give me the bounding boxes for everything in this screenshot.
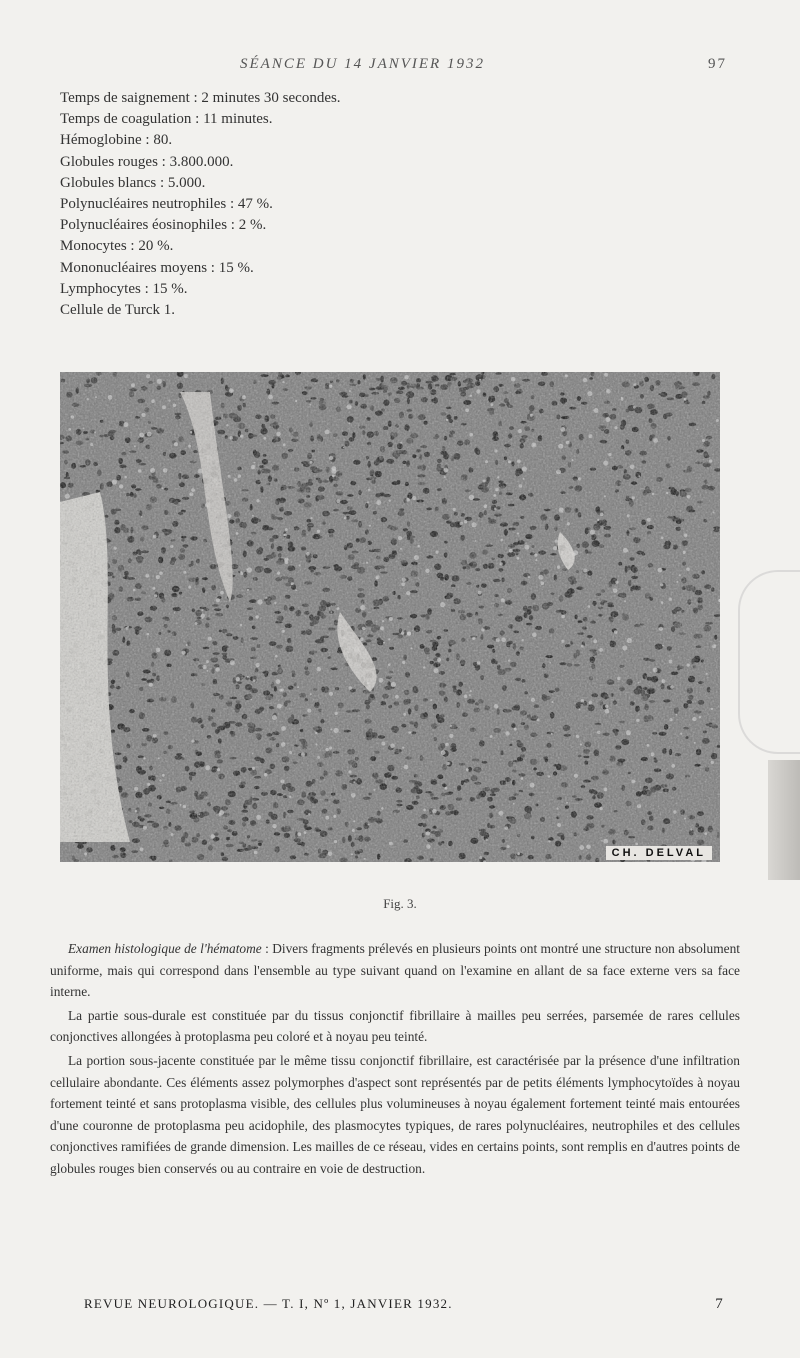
- library-stamp: [738, 570, 800, 754]
- lab-value: Globules blancs : 5.000.: [60, 174, 206, 191]
- paragraph-histology: [50, 938, 740, 1003]
- footer-page-number: 7: [715, 1296, 724, 1312]
- running-head: [0, 56, 800, 80]
- histology-micrograph: [60, 372, 720, 862]
- page-footer: [84, 1296, 724, 1318]
- running-head-page-number: 97: [708, 56, 727, 72]
- lab-value: Mononucléaires moyens : 15 %.: [60, 259, 254, 276]
- lab-value: Temps de saignement : 2 minutes 30 secondes.: [60, 90, 341, 106]
- running-head-title: SÉANCE DU 14 JANVIER 1932: [240, 56, 485, 72]
- footer-journal: REVUE NEUROLOGIQUE. — T. I, Nº 1, JANVIER 1932.: [84, 1296, 453, 1311]
- micrograph-texture: [60, 372, 720, 862]
- paragraph-underlying: La portion sous-jacente constituée par le même tissu conjonctif fibrillaire, est caractérisée par la présence d'une infiltration cellulaire abondante. Ces éléments assez polymorphes d'aspect sont représentés par de petits éléments lymphocytoïdes à noyau fortement teinté et sans protoplasma visible, des cellules plus volumineuses à noyau également fortement teinté mais entourées d'une couronne de protoplasma peu acidophile, des plasmocytes typiques, de rares polynucléaires, neutrophiles et des cellules conjonctives ramifiées de grande dimension. Les mailles de ce réseau, vides en certains points, sont remplis en d'autres points de globules rouges bien conservés ou au contraire en voie de destruction.: [50, 1052, 740, 1176]
- lab-value: Polynucléaires neutrophiles : 47 %.: [60, 196, 273, 213]
- paragraph-subdural: La partie sous-durale est constituée par du tissus conjonctif fibrillaire à mailles peu serrées, parsemée de rares cellules conjonctives allongées à protoplasma peu coloré et à noyau peu teinté.: [50, 1007, 740, 1045]
- paragraph-heading: Examen histologique de l'hématome: [68, 941, 262, 956]
- lab-value: Polynucléaires éosinophiles : 2 %.: [60, 217, 267, 234]
- lab-value: Monocytes : 20 %.: [60, 238, 174, 255]
- lab-value: Temps de coagulation : 11 minutes.: [60, 111, 273, 128]
- body-text: [50, 938, 740, 1180]
- figure-caption: Fig. 3.: [383, 896, 417, 911]
- lab-value: Hémoglobine : 80.: [60, 132, 173, 149]
- lab-value: Globules rouges : 3.800.000.: [60, 153, 234, 170]
- lab-value: Lymphocytes : 15 %.: [60, 280, 188, 297]
- lab-value: Cellule de Turck 1.: [60, 302, 175, 319]
- paragraph-text: : Divers fragments prélevés en plusieurs points ont montré une structure non absolument uniforme, mais qui correspond dans l'ensemble au type suivant quand on l'examine en allant de sa face externe vers sa face interne.: [50, 941, 740, 1000]
- lab-values-list: [60, 88, 480, 321]
- page-edge-shadow: [768, 760, 800, 880]
- figure-credit: CH. DELVAL: [606, 846, 712, 860]
